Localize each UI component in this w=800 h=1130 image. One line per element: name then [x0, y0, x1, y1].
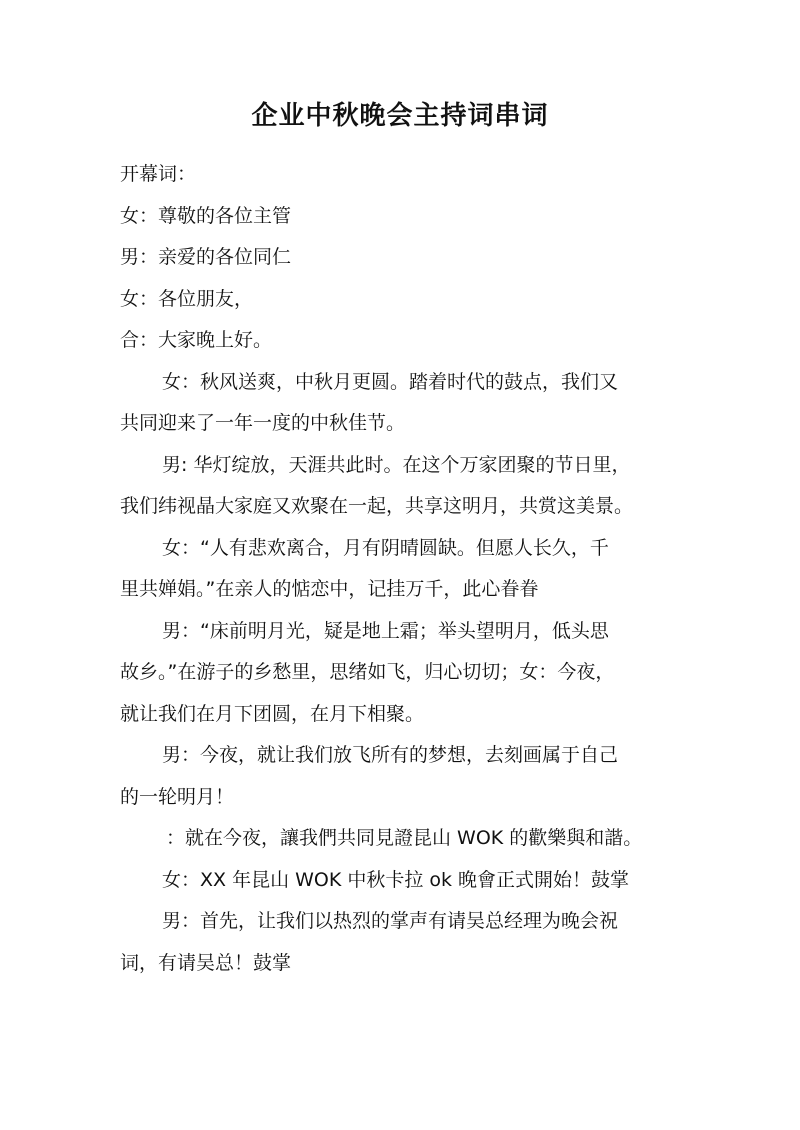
- paragraph-line: 合：大家晚上好。: [120, 329, 273, 351]
- paragraph-line: 男：今夜，就让我们放飞所有的梦想，去刻画属于自己: [162, 744, 619, 766]
- paragraph-line: 我们纬视晶大家庭又欢聚在一起，共享这明月，共赏这美景。: [120, 495, 634, 517]
- paragraph-line: 女：XX 年昆山 WOK 中秋卡拉 ok 晚會正式開始！鼓掌: [162, 868, 630, 891]
- paragraph-line: 共同迎来了一年一度的中秋佳节。: [120, 412, 406, 434]
- paragraph-line: ：就在今夜，讓我們共同見證昆山 WOK 的歡樂與和諧。: [166, 827, 643, 849]
- paragraph-line: 的一轮明月！: [120, 785, 235, 808]
- paragraph-line: 故乡。”在游子的乡愁里，思绪如飞，归心切切；女：今夜，: [120, 661, 615, 683]
- paragraph-line: 男：首先，让我们以热烈的掌声有请吴总经理为晚会祝: [162, 910, 619, 932]
- document-title: 企业中秋晚会主持词串词: [251, 101, 549, 131]
- paragraph-line: 就让我们在月下团圆，在月下相聚。: [120, 702, 425, 725]
- document-body: [120, 154, 686, 984]
- paragraph-line: 男: 华灯绽放，天涯共此时。在这个万家团聚的节日里，: [162, 453, 631, 476]
- paragraph-line: 女：各位朋友，: [120, 287, 254, 310]
- paragraph-line: 女：尊敬的各位主管: [120, 204, 292, 227]
- paragraph-line: 女：“人有悲欢离合，月有阴晴圆缺。但愿人长久，千: [162, 536, 609, 559]
- paragraph-line: 词，有请吴总！鼓掌: [120, 951, 292, 974]
- paragraph-line: 里共婵娟。”在亲人的惦恋中，记挂万千，此心眷眷: [120, 578, 539, 600]
- paragraph-line: 男：亲爱的各位同仁: [120, 246, 292, 268]
- paragraph-line: 男：“床前明月光，疑是地上霜；举头望明月，低头思: [162, 619, 609, 642]
- paragraph-line: 开幕词：: [120, 163, 197, 185]
- paragraph-line: 女：秋风送爽，中秋月更圆。踏着时代的鼓点，我们又: [162, 370, 619, 393]
